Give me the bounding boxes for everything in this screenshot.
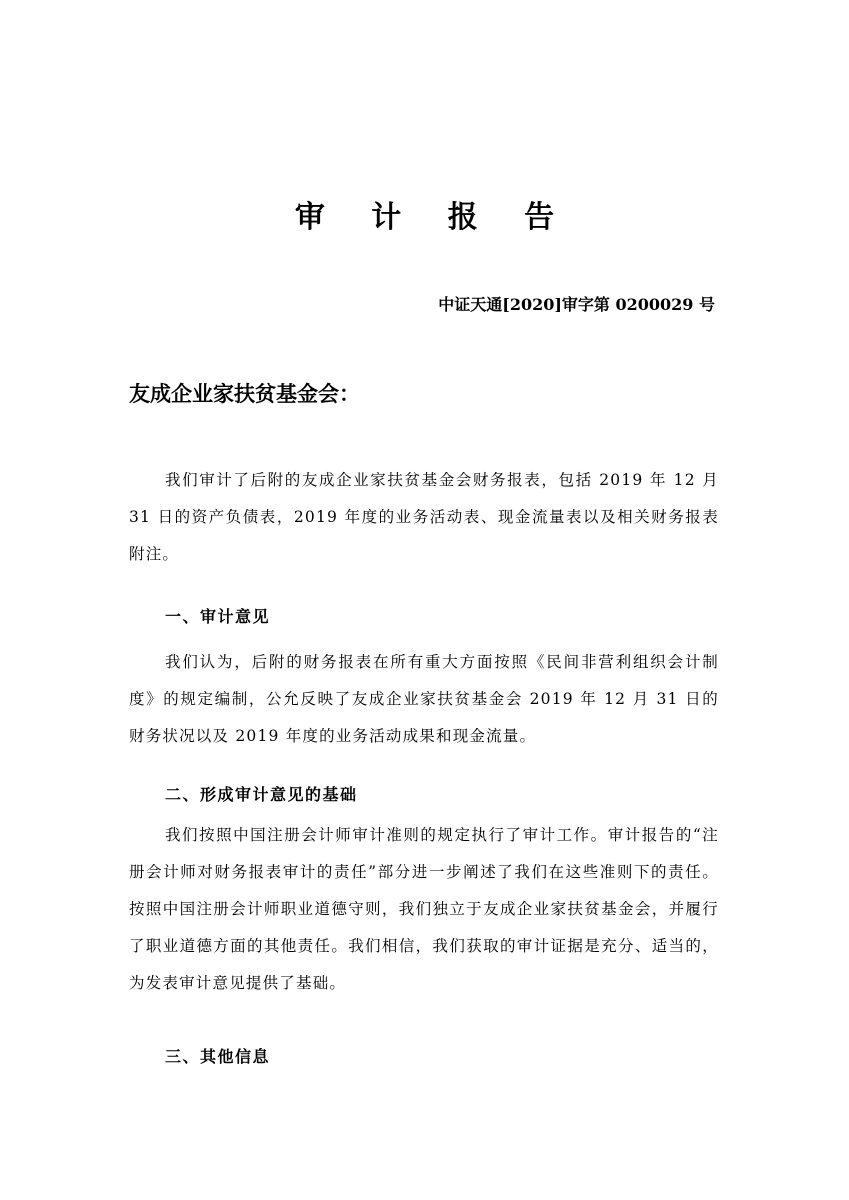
section-body-basis: 我们按照中国注册会计师审计准则的规定执行了审计工作。审计报告的“注册会计师对财务报表审计的责任”部分进一步阐述了我们在这些准则下的责任。按照中国注册会计师职业道德守则，我们独立于友成企业家扶贫基金会，并履行了职业道德方面的其他责任。我们相信，我们获取的审计证据是充分、适当的，为发表审计意见提供了基础。 bbox=[129, 826, 719, 992]
section-heading-basis: 二、形成审计意见的基础 bbox=[165, 785, 358, 804]
report-title: 审 计 报 告 bbox=[294, 200, 573, 235]
section-heading-opinion: 一、审计意见 bbox=[165, 607, 271, 626]
addressee: 友成企业家扶贫基金会： bbox=[129, 381, 360, 406]
reference-number: 中证天通[2020]审字第 0200029 号 bbox=[438, 295, 715, 314]
intro-paragraph: 我们审计了后附的友成企业家扶贫基金会财务报表，包括 2019 年 12 月 31 日的资产负债表，2019 年度的业务活动表、现金流量表以及相关财务报表附注。 bbox=[129, 471, 719, 563]
section-heading-other-info: 三、其他信息 bbox=[165, 1047, 271, 1066]
section-body-opinion: 我们认为，后附的财务报表在所有重大方面按照《民间非营利组织会计制度》的规定编制，公允反映了友成企业家扶贫基金会 2019 年 12 月 31 日的财务状况以及 2019 年度的业务活动成果和现金流量。 bbox=[129, 653, 719, 745]
